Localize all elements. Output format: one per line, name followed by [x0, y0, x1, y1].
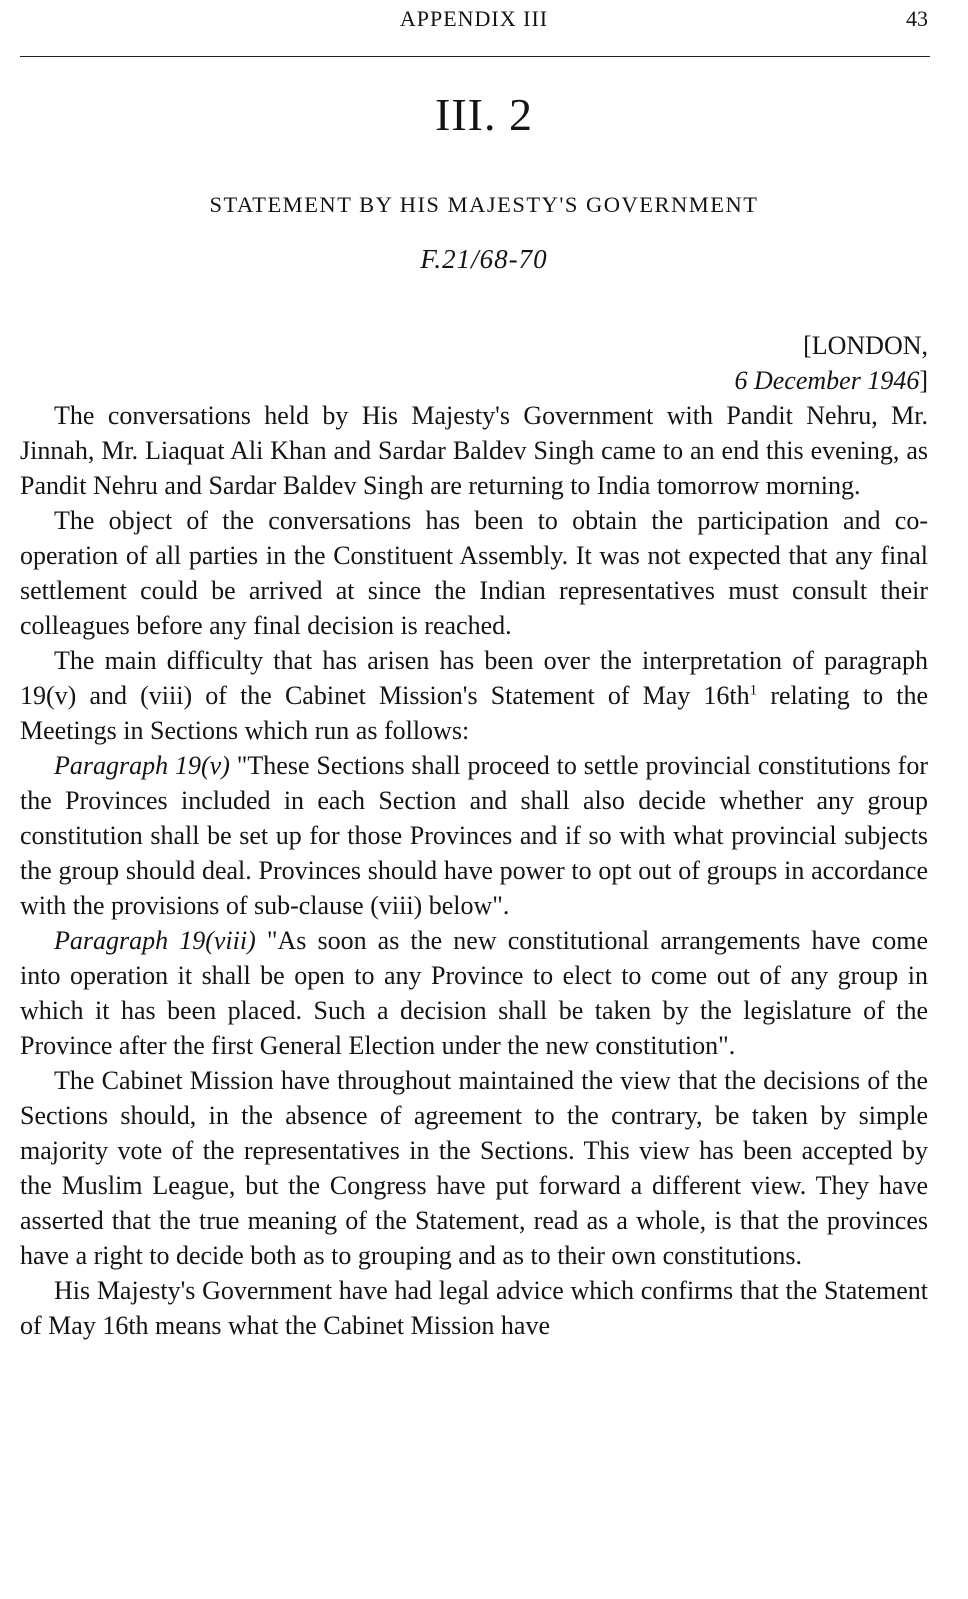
document-number: III. 2 [435, 89, 533, 140]
page-header [20, 6, 928, 40]
paragraph-5 [20, 923, 928, 1063]
paragraph-5-text: "As soon as the new constitutional arrangements have come into operation it shall be open to any Province to elect to come out of any group in which it has been placed. Such a decision shall be taken by the legislature of the Province after the first General Election under the new constitution". [20, 926, 928, 1060]
page-number: 43 [906, 6, 928, 31]
place: [LONDON, [803, 331, 928, 360]
paragraph-5-label: Paragraph 19(viii) [54, 926, 256, 955]
file-reference: F.21/68-70 [420, 244, 548, 274]
paragraph-3-text-continued: relating to the Meetings in Sections which run as follows: [20, 681, 928, 745]
date: 6 December 1946 [734, 366, 920, 395]
paragraph-7: His Majesty's Government have had legal advice which confirms that the Statement of May 16th means what the Cabinet Mission have [20, 1276, 928, 1340]
place-date [734, 328, 928, 398]
paragraph-4-label: Paragraph 19(v) [54, 751, 230, 780]
header-rule [20, 56, 930, 57]
paragraph-6: The Cabinet Mission have throughout maintained the view that the decisions of the Sections should, in the absence of agreement to the contrary, be taken by simple majority vote of the representatives in the Sections. This view has been accepted by the Muslim League, but the Congress have put forward a different view. They have asserted that the true meaning of the Statement, read as a whole, is that the provinces have a right to decide both as to grouping and as to their own constitutions. [20, 1066, 928, 1270]
paragraph-2: The object of the conversations has been to obtain the participation and co-operation of all parties in the Constituent Assembly. It was not expected that any final settlement could be arrived at since the Indian representatives must consult their colleagues before any final decision is reached. [20, 506, 928, 640]
statement-title: STATEMENT BY HIS MAJESTY'S GOVERNMENT [209, 192, 759, 217]
date-line: 6 December 1946] [734, 366, 928, 395]
paragraph-3-text: The main difficulty that has arisen has been over the interpretation of paragraph 19(v) and (viii) of the Cabinet Mission's Statement of May 16th [20, 646, 928, 710]
running-head: APPENDIX III [399, 6, 549, 31]
paragraph-1: The conversations held by His Majesty's Government with Pandit Nehru, Mr. Jinnah, Mr. Liaquat Ali Khan and Sardar Baldev Singh came to an end this evening, as Pandit Nehru and Sardar Baldev Singh are returning to India tomorrow morning. [20, 401, 928, 500]
paragraph-4 [20, 748, 928, 923]
body-text [20, 398, 928, 1343]
footnote-marker: 1 [749, 682, 758, 699]
paragraph-4-text: "These Sections shall proceed to settle provincial constitutions for the Provinces included in each Section and shall also decide whether any group constitution shall be set up for those Provinces and if so with what provincial subjects the group should deal. Provinces should have power to opt out of groups in accordance with the provisions of sub-clause (viii) below". [20, 751, 928, 920]
paragraph-3 [20, 643, 928, 748]
